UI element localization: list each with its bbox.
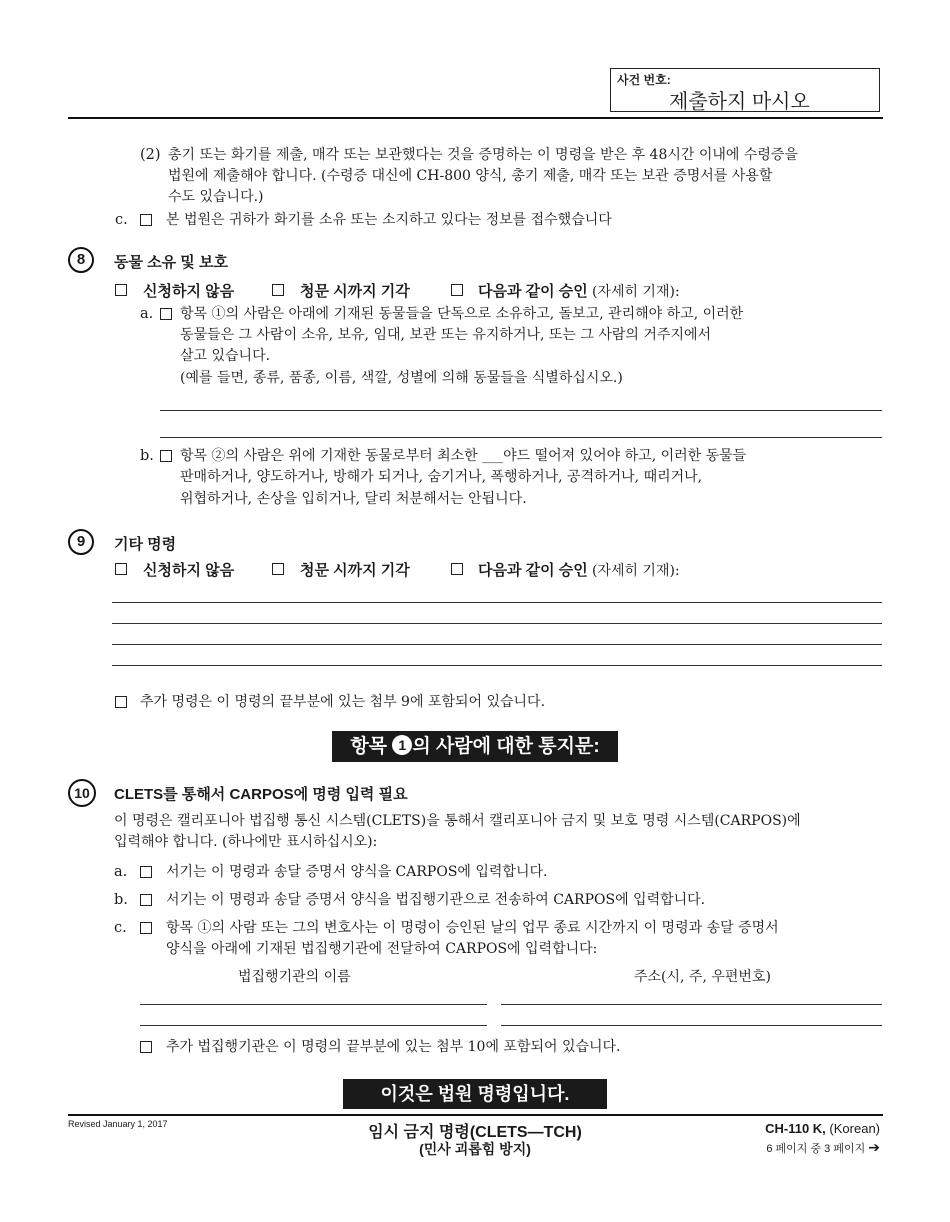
section9-number: 9 <box>68 529 94 555</box>
footer-rule <box>68 1114 883 1116</box>
section9-opt3-note: (자세히 기재): <box>591 563 680 579</box>
section9-opt1-label: 신청하지 않음 <box>143 562 235 579</box>
case-number-value: 제출하지 마시오 <box>669 91 810 113</box>
page-info: 6 페이지 중 3 페이지 <box>766 1143 866 1155</box>
section9-fill-line-1[interactable] <box>112 602 882 603</box>
section10-title: CLETS를 통해서 CARPOS에 명령 입력 필요 <box>114 786 408 803</box>
item2-line2: 법원에 제출해야 합니다. (수령증 대신에 CH-800 양식, 총기 제출, 매각 또는 보관 증명서를 사용할 <box>168 168 773 184</box>
agency-address-column-label: 주소(시, 주, 우편번호) <box>634 969 771 985</box>
section10-b-checkbox[interactable] <box>140 894 152 906</box>
section10-b-letter: b. <box>114 892 128 908</box>
section9-opt2-checkbox[interactable] <box>272 563 284 575</box>
court-order-banner: 이것은 법원 명령입니다. <box>343 1079 607 1109</box>
agency-name-column-label: 법집행기관의 이름 <box>238 969 351 985</box>
section9-opt3-checkbox[interactable] <box>451 563 463 575</box>
section8-opt3-label <box>478 280 680 301</box>
form-title: 임시 금지 명령(CLETS—TCH) <box>368 1124 582 1141</box>
section8-opt3-text: 다음과 같이 승인 <box>478 283 588 300</box>
section9-fill-line-4[interactable] <box>112 665 882 666</box>
next-page-arrow-icon: ➔ <box>868 1139 880 1155</box>
section8-b-line3: 위협하거나, 손상을 입히거나, 달리 처분해서는 안됩니다. <box>180 491 527 507</box>
notice-banner-suffix: 의 사람에 대한 통지문: <box>412 736 600 757</box>
header-rule <box>68 117 883 119</box>
section9-fill-line-2[interactable] <box>112 623 882 624</box>
agency-name-line-2[interactable] <box>140 1025 487 1026</box>
revised-date: Revised January 1, 2017 <box>68 1119 168 1129</box>
section9-opt3-label <box>478 559 680 580</box>
item-c-letter: c. <box>115 212 128 228</box>
agency-name-line-1[interactable] <box>140 1004 487 1005</box>
section10-intro-line1: 이 명령은 캘리포니아 법집행 통신 시스템(CLETS)을 통해서 캘리포니아 금지 및 보호 명령 시스템(CARPOS)에 <box>114 813 801 829</box>
section8-opt3-checkbox[interactable] <box>451 284 463 296</box>
form-code-number: CH-110 K, <box>765 1121 826 1136</box>
section10-c-checkbox[interactable] <box>140 922 152 934</box>
section8-b-line2: 판매하거나, 양도하거나, 방해가 되거나, 숨기거나, 폭행하거나, 공격하거나, 때리거나, <box>180 469 703 485</box>
form-code <box>680 1121 880 1136</box>
section9-attach-checkbox[interactable] <box>115 696 127 708</box>
notice-banner-prefix: 항목 <box>350 736 388 757</box>
section10-intro-line2: 입력해야 합니다. (하나에만 표시하십시오): <box>114 834 378 850</box>
item2-line3: 수도 있습니다.) <box>168 189 264 205</box>
section8-a-line2: 동물들은 그 사람이 소유, 보유, 임대, 보관 또는 유지하거나, 또는 그 사람의 거주지에서 <box>180 327 712 343</box>
section10-a-checkbox[interactable] <box>140 866 152 878</box>
section8-opt1-checkbox[interactable] <box>115 284 127 296</box>
form-code-lang: (Korean) <box>829 1121 880 1136</box>
agency-address-line-1[interactable] <box>501 1004 882 1005</box>
section8-number: 8 <box>68 247 94 273</box>
section8-opt2-checkbox[interactable] <box>272 284 284 296</box>
form-subtitle: (민사 괴롭힘 방지) <box>419 1141 531 1157</box>
section8-a-line4: (예를 들면, 종류, 품종, 이름, 색깔, 성별에 의해 동물들을 식별하십시오.) <box>180 370 623 386</box>
section8-a-fill-line-2[interactable] <box>160 437 882 438</box>
section8-b-line1: 항목 ②의 사람은 위에 기재한 동물로부터 최소한 ___야드 떨어져 있어야 하고, 이러한 동물들 <box>180 448 747 464</box>
section8-opt3-note: (자세히 기재): <box>591 284 680 300</box>
section8-opt1-label: 신청하지 않음 <box>143 283 235 300</box>
item2-line1: 총기 또는 화기를 제출, 매각 또는 보관했다는 것을 증명하는 이 명령을 받은 후 48시간 이내에 수령증을 <box>168 147 798 163</box>
section8-title: 동물 소유 및 보호 <box>114 254 228 271</box>
item2-number: (2) <box>140 147 161 163</box>
item-c-text: 본 법원은 귀하가 화기를 소유 또는 소지하고 있다는 정보를 접수했습니다 <box>166 212 612 228</box>
section10-a-text: 서기는 이 명령과 송달 증명서 양식을 CARPOS에 입력합니다. <box>166 864 548 880</box>
section8-b-checkbox[interactable] <box>160 450 172 462</box>
section9-fill-line-3[interactable] <box>112 644 882 645</box>
item-c-checkbox[interactable] <box>140 214 152 226</box>
page-indicator <box>680 1139 880 1156</box>
section9-opt1-checkbox[interactable] <box>115 563 127 575</box>
section8-b-letter: b. <box>140 448 154 464</box>
section8-a-checkbox[interactable] <box>160 308 172 320</box>
section8-a-line1: 항목 ①의 사람은 아래에 기재된 동물들을 단독으로 소유하고, 돌보고, 관리해야 하고, 이러한 <box>180 306 744 322</box>
section10-attach-text: 추가 법집행기관은 이 명령의 끝부분에 있는 첨부 10에 포함되어 있습니다. <box>166 1039 621 1055</box>
section10-c-letter: c. <box>114 920 127 936</box>
section9-title: 기타 명령 <box>114 536 177 553</box>
agency-address-line-2[interactable] <box>501 1025 882 1026</box>
notice-banner <box>332 731 618 762</box>
section8-a-letter: a. <box>140 306 154 322</box>
section10-b-text: 서기는 이 명령과 송달 증명서 양식을 법집행기관으로 전송하여 CARPOS에 입력합니다. <box>166 892 706 908</box>
section10-number: 10 <box>68 779 96 807</box>
section10-c-line1: 항목 ①의 사람 또는 그의 변호사는 이 명령이 승인된 날의 업무 종료 시간까지 이 명령과 송달 증명서 <box>166 920 779 936</box>
section9-opt2-label: 청문 시까지 기각 <box>300 562 410 579</box>
section10-attach-checkbox[interactable] <box>140 1041 152 1053</box>
section8-a-fill-line-1[interactable] <box>160 410 882 411</box>
case-number-label: 사건 번호: <box>617 73 671 87</box>
section8-opt2-label: 청문 시까지 기각 <box>300 283 410 300</box>
notice-banner-circled: 1 <box>392 735 412 755</box>
section10-c-line2: 양식을 아래에 기재된 법집행기관에 전달하여 CARPOS에 입력합니다: <box>166 941 598 957</box>
section8-a-line3: 살고 있습니다. <box>180 348 271 364</box>
section9-attach-text: 추가 명령은 이 명령의 끝부분에 있는 첨부 9에 포함되어 있습니다. <box>140 694 546 710</box>
case-number-box <box>610 68 880 112</box>
section10-a-letter: a. <box>114 864 128 880</box>
section9-opt3-text: 다음과 같이 승인 <box>478 562 588 579</box>
